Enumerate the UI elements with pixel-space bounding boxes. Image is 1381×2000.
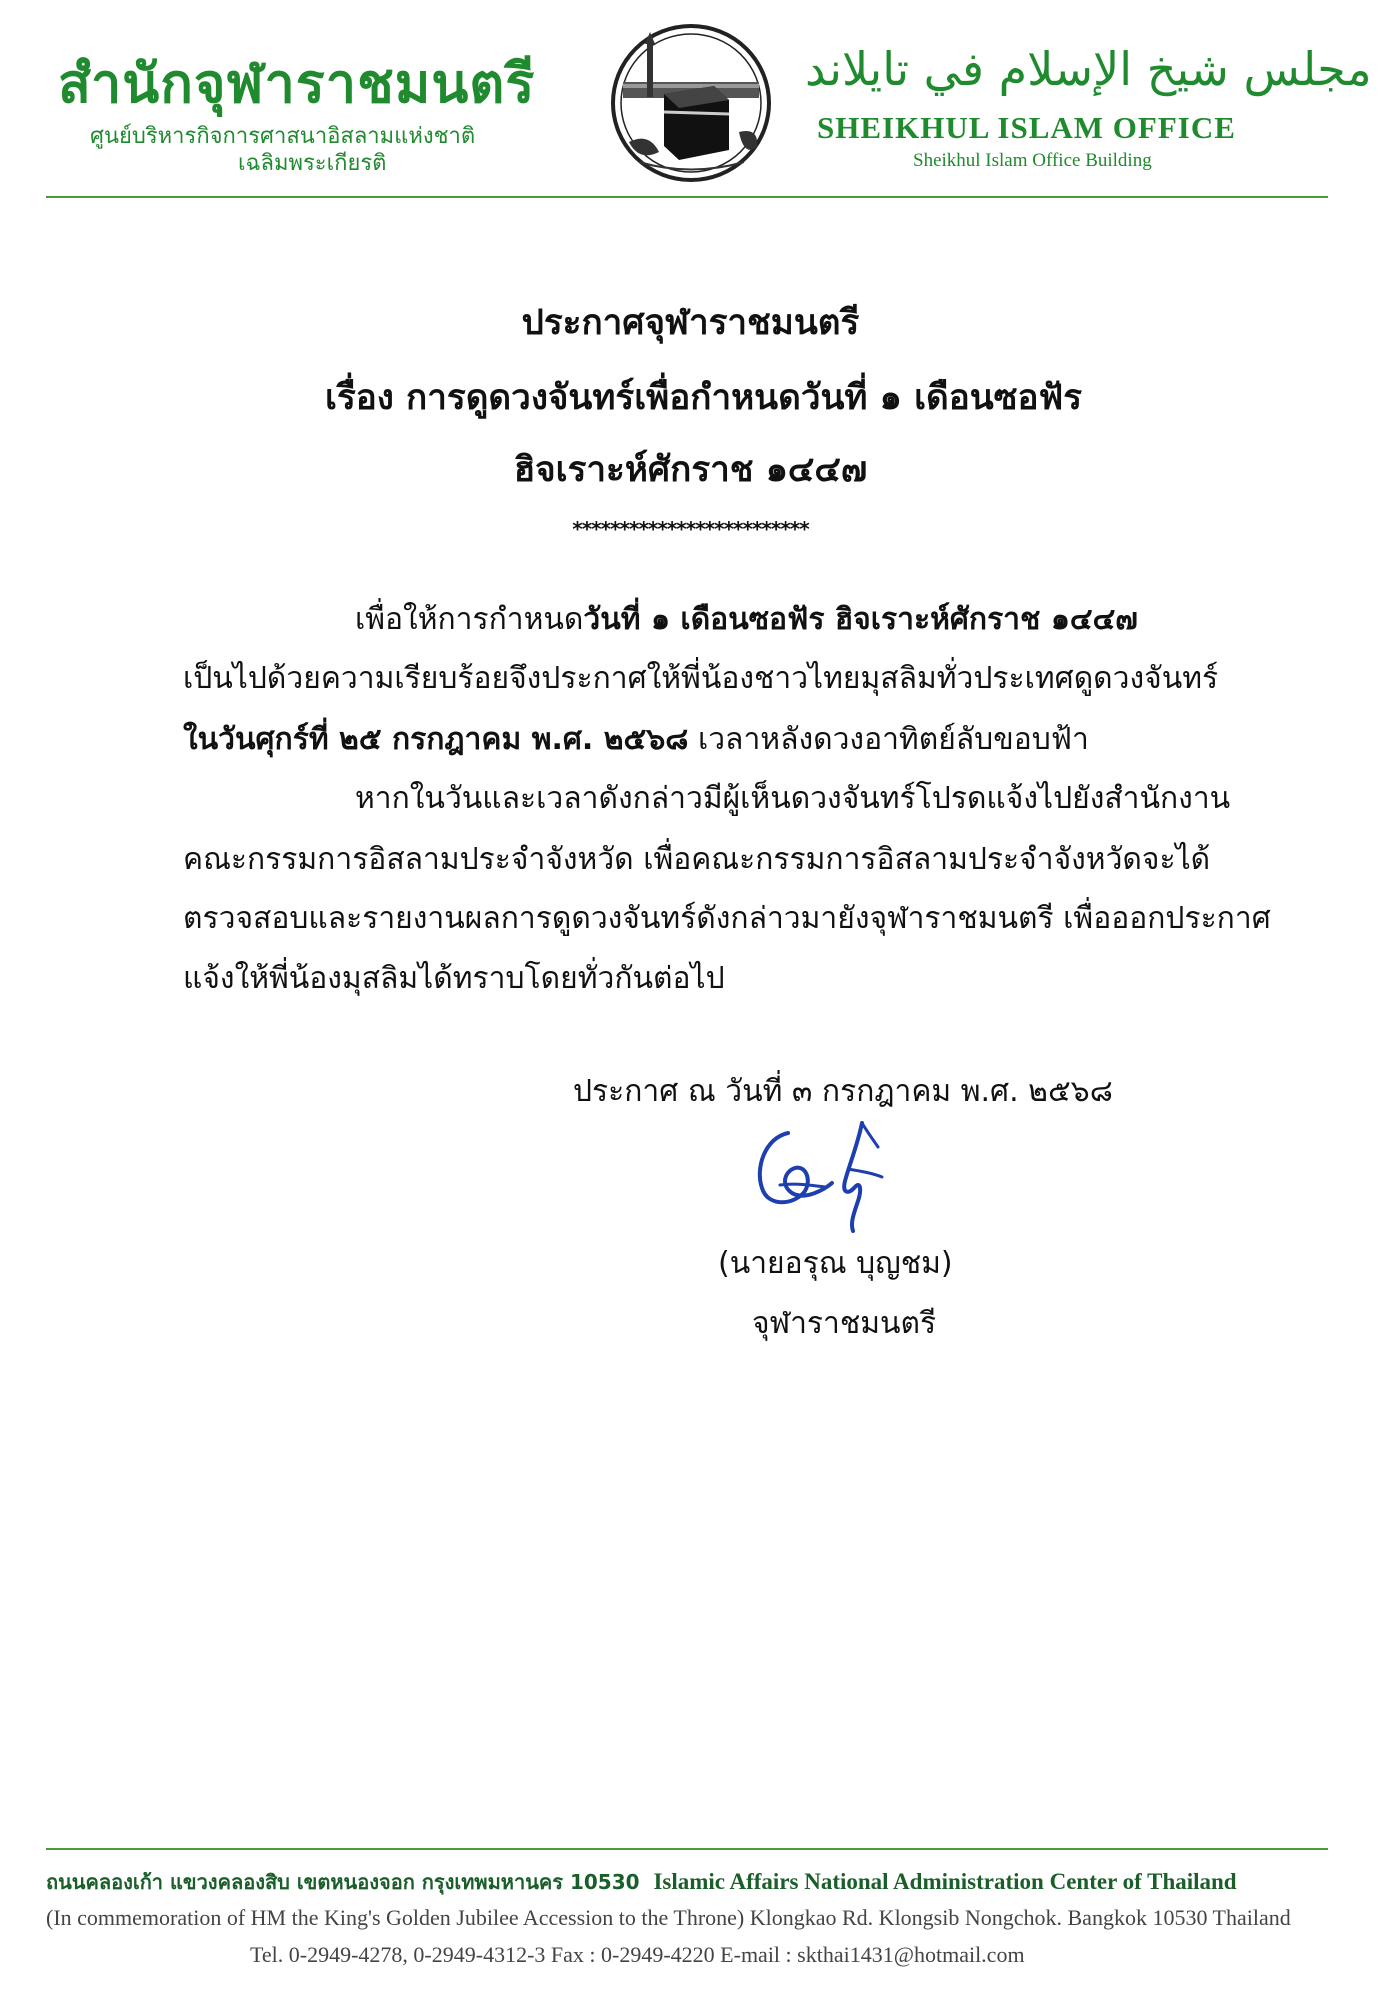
english-org-subtitle: Sheikhul Islam Office Building bbox=[913, 150, 1152, 171]
body-text: เวลาหลังดวงอาทิตย์ลับขอบฟ้า bbox=[688, 722, 1089, 757]
body-bold-date: ในวันศุกร์ที่ ๒๕ กรกฎาคม พ.ศ. ๒๕๖๘ bbox=[183, 722, 689, 757]
arabic-org-name: مجلس شيخ الإسلام في تايلاند bbox=[805, 42, 1372, 96]
footer-contact: Tel. 0-2949-4278, 0-2949-4312-3 Fax : 0-2949-4220 E-mail : skthai1431@hotmail.com bbox=[250, 1942, 1025, 1967]
body-text: เพื่อให้การกำหนด bbox=[355, 602, 584, 637]
body-line-5: คณะกรรมการอิสลามประจำจังหวัด เพื่อคณะกรรมการอิสลามประจำจังหวัดจะได้ bbox=[183, 842, 1211, 877]
footer-thai-address: ถนนคลองเก้า แขวงคลองสิบ เขตหนองจอก กรุงเทพมหานคร 10530 bbox=[46, 1870, 640, 1894]
kaaba-seal-icon bbox=[609, 22, 773, 184]
signatory-name: (นายอรุณ บุญชม) bbox=[718, 1246, 953, 1281]
thai-org-subtitle: ศูนย์บริหารกิจการศาสนาอิสลามแห่งชาติ bbox=[90, 124, 476, 149]
body-line-3 bbox=[183, 716, 1089, 763]
announcement-date: ประกาศ ณ วันที่ ๓ กรกฎาคม พ.ศ. ๒๕๖๘ bbox=[573, 1074, 1113, 1109]
footer-commemoration: (In commemoration of HM the King's Golden Jubilee Accession to the Throne) Klongkao Rd. Klongsib Nongchok. Bangkok 10530 Thailand bbox=[46, 1905, 1291, 1930]
signatory-position: จุฬาราชมนตรี bbox=[752, 1306, 937, 1341]
footer-divider bbox=[46, 1848, 1328, 1850]
english-org-name: SHEIKHUL ISLAM OFFICE bbox=[817, 110, 1236, 145]
body-bold-text: วันที่ ๑ เดือนซอฟัร ฮิจเราะห์ศักราช ๑๔๔๗ bbox=[583, 602, 1138, 637]
body-line-4: หากในวันและเวลาดังกล่าวมีผู้เห็นดวงจันทร์โปรดแจ้งไปยังสำนักงาน bbox=[355, 781, 1231, 816]
body-line-1 bbox=[355, 596, 1138, 643]
body-line-7: แจ้งให้พี่น้องมุสลิมได้ทราบโดยทั่วกันต่อไป bbox=[183, 961, 725, 996]
announcement-era: ฮิจเราะห์ศักราช ๑๔๔๗ bbox=[513, 450, 868, 490]
footer-center-name: Islamic Affairs National Administration Center of Thailand bbox=[653, 1869, 1237, 1894]
signature-icon bbox=[750, 1113, 920, 1233]
star-separator: ************************* bbox=[572, 517, 809, 541]
header-divider bbox=[46, 196, 1328, 198]
body-line-6: ตรวจสอบและรายงานผลการดูดวงจันทร์ดังกล่าวมายังจุฬาราชมนตรี เพื่อออกประกาศ bbox=[183, 901, 1271, 936]
thai-org-subtitle-2: เฉลิมพระเกียรติ bbox=[238, 151, 387, 176]
footer-address-line bbox=[46, 1866, 1237, 1898]
body-line-2: เป็นไปด้วยความเรียบร้อยจึงประกาศให้พี่น้องชาวไทยมุสลิมทั่วประเทศดูดวงจันทร์ bbox=[183, 661, 1219, 696]
thai-org-name: สำนักจุฬาราชมนตรี bbox=[58, 52, 536, 115]
announcement-subject: เรื่อง การดูดวงจันทร์เพื่อกำหนดวันที่ ๑ เดือนซอฟัร bbox=[325, 378, 1083, 418]
announcement-title: ประกาศจุฬาราชมนตรี bbox=[521, 303, 860, 343]
